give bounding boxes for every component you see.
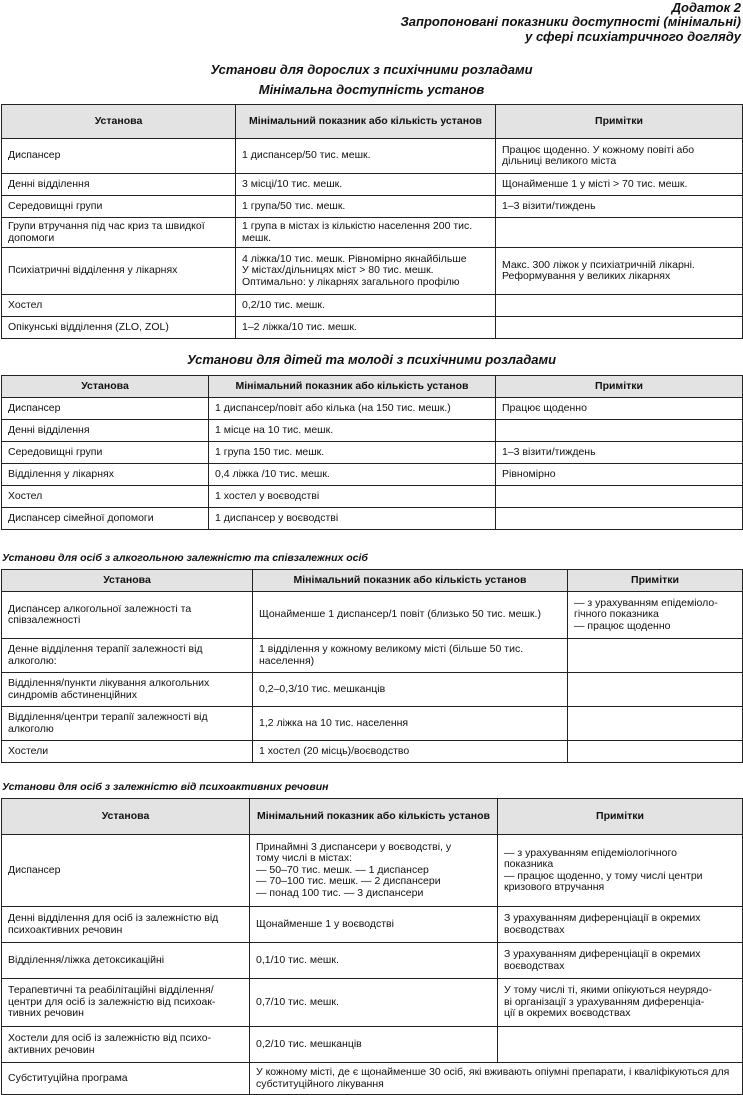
document-title: Запропоновані показники доступності (мінімальні)	[400, 14, 741, 29]
alcohol-section-title: Установи для осіб з алкогольною залежністю та співзалежних осіб	[2, 552, 368, 564]
adults-section-subtitle: Мінімальна доступність установ	[258, 82, 485, 97]
facility-cell: Відділення/центри терапії залежності від алкоголю	[2, 707, 253, 741]
indicator-cell: У кожному місті, де є щонайменше 30 осіб, які вживають опіумні препарати, і кваліфікуються для субституційного лікування	[250, 1063, 743, 1095]
table-header-row	[2, 799, 743, 835]
table-row	[2, 639, 743, 673]
notes-cell: 1–3 візити/тиждень	[496, 442, 743, 464]
notes-cell	[568, 707, 743, 741]
alcohol-table	[1, 569, 743, 763]
children-section-title: Установи для дітей та молоді з психічними розладами	[186, 352, 557, 367]
notes-cell: Щонайменше 1 у місті > 70 тис. мешк.	[496, 174, 743, 196]
indicator-cell: Щонайменше 1 у воєводстві	[250, 907, 498, 943]
indicator-cell: 0,1/10 тис. мешк.	[250, 943, 498, 979]
adults-section-title: Установи для дорослих з психічними розладами	[210, 62, 533, 77]
indicator-cell: 0,7/10 тис. мешк.	[250, 979, 498, 1027]
notes-cell: Макс. 300 ліжок у психіатричній лікарні. Реформування у великих лікарнях	[496, 248, 743, 295]
notes-cell	[496, 508, 743, 530]
facility-cell: Диспансер	[2, 398, 209, 420]
notes-cell	[496, 486, 743, 508]
table-row	[2, 295, 743, 317]
indicator-cell: 1 диспансер/50 тис. мешк.	[236, 139, 496, 174]
children-table	[1, 375, 743, 530]
indicator-cell: 1 диспансер/повіт або кілька (на 150 тис. мешк.)	[209, 398, 496, 420]
facility-cell: Психіатричні відділення у лікарнях	[2, 248, 236, 295]
table-row	[2, 442, 743, 464]
table-row	[2, 592, 743, 639]
facility-cell: Денне відділення терапії залежності від алкоголю:	[2, 639, 253, 673]
facility-cell: Опікунські відділення (ZLO, ZOL)	[2, 317, 236, 339]
notes-cell	[568, 673, 743, 707]
facility-cell: Диспансер	[2, 139, 236, 174]
appendix-number: Додаток 2	[671, 0, 741, 15]
indicator-cell: 1 хостел (20 місць)/воєводство	[253, 741, 568, 763]
col-header-facility: Установа	[2, 105, 236, 139]
notes-cell: З урахуванням диференціації в окремих воєводствах	[498, 943, 743, 979]
table-row	[2, 907, 743, 943]
facility-cell: Денні відділення	[2, 174, 236, 196]
col-header-indicator: Мінімальний показник або кількість установ	[209, 376, 496, 398]
notes-cell: У тому числі ті, якими опікуються неурядо- ві організації з урахуванням диференціа- ції в окремих воєводствах	[498, 979, 743, 1027]
facility-cell: Середовищні групи	[2, 196, 236, 218]
table-row	[2, 420, 743, 442]
notes-cell: — з урахуванням епідеміоло- гічного показника — працює щоденно	[568, 592, 743, 639]
col-header-notes: Примітки	[496, 376, 743, 398]
facility-cell: Диспансер сімейної допомоги	[2, 508, 209, 530]
notes-cell: — з урахуванням епідеміологічного показника — працює щоденно, у тому числі центри кризового втручання	[498, 835, 743, 907]
col-header-indicator: Мінімальний показник або кількість установ	[253, 570, 568, 592]
indicator-cell: Щонайменше 1 диспансер/1 повіт (близько 50 тис. мешк.)	[253, 592, 568, 639]
indicator-cell: 1 група в містах із кількістю населення 200 тис. мешк.	[236, 218, 496, 248]
facility-cell: Субституційна програма	[2, 1063, 250, 1095]
col-header-facility: Установа	[2, 376, 209, 398]
indicator-cell: Принаймні 3 диспансери у воєводстві, у тому числі в містах: — 50–70 тис. мешк. — 1 диспансер — 70–100 тис. мешк. — 2 диспансери — понад 100 тис. — 3 диспансери	[250, 835, 498, 907]
psychoactive-section-title: Установи для осіб з залежністю від психоактивних речовин	[2, 781, 329, 793]
table-row	[2, 673, 743, 707]
table-row	[2, 1027, 743, 1063]
facility-cell: Групи втручання під час криз та швидкої допомоги	[2, 218, 236, 248]
table-row	[2, 464, 743, 486]
indicator-cell: 3 місці/10 тис. мешк.	[236, 174, 496, 196]
table-row	[2, 174, 743, 196]
indicator-cell: 1 група/50 тис. мешк.	[236, 196, 496, 218]
notes-cell	[496, 317, 743, 339]
table-row	[2, 139, 743, 174]
facility-cell: Диспансер алкогольної залежності та співзалежності	[2, 592, 253, 639]
table-row	[2, 218, 743, 248]
facility-cell: Відділення/пункти лікування алкогольних синдромів абстиненційних	[2, 673, 253, 707]
document-subtitle: у сфері психіатричного догляду	[525, 29, 741, 44]
table-row	[2, 979, 743, 1027]
notes-cell: Рівномірно	[496, 464, 743, 486]
indicator-cell: 1 диспансер у воєводстві	[209, 508, 496, 530]
table-row	[2, 943, 743, 979]
notes-cell: 1–3 візити/тиждень	[496, 196, 743, 218]
facility-cell: Хостели для осіб із залежністю від психо- активних речовин	[2, 1027, 250, 1063]
table-row	[2, 398, 743, 420]
facility-cell: Денні відділення для осіб із залежністю від психоактивних речовин	[2, 907, 250, 943]
table-row	[2, 741, 743, 763]
facility-cell: Хостел	[2, 486, 209, 508]
notes-cell	[496, 218, 743, 248]
indicator-cell: 4 ліжка/10 тис. мешк. Рівномірно якнайбільше У містах/дільницях міст > 80 тис. мешк. Оптимально: у лікарнях загального профілю	[236, 248, 496, 295]
indicator-cell: 1 місце на 10 тис. мешк.	[209, 420, 496, 442]
facility-cell: Денні відділення	[2, 420, 209, 442]
notes-cell	[568, 741, 743, 763]
indicator-cell: 1–2 ліжка/10 тис. мешк.	[236, 317, 496, 339]
table-row	[2, 486, 743, 508]
indicator-cell: 0,4 ліжка /10 тис. мешк.	[209, 464, 496, 486]
notes-cell	[568, 639, 743, 673]
col-header-notes: Примітки	[498, 799, 743, 835]
indicator-cell: 0,2–0,3/10 тис. мешканців	[253, 673, 568, 707]
col-header-indicator: Мінімальний показник або кількість установ	[250, 799, 498, 835]
col-header-notes: Примітки	[496, 105, 743, 139]
indicator-cell: 1 група 150 тис. мешк.	[209, 442, 496, 464]
psychoactive-table	[1, 798, 743, 1095]
table-row	[2, 317, 743, 339]
col-header-indicator: Мінімальний показник або кількість установ	[236, 105, 496, 139]
notes-cell	[496, 295, 743, 317]
facility-cell: Середовищні групи	[2, 442, 209, 464]
notes-cell: Працює щоденно	[496, 398, 743, 420]
table-row	[2, 196, 743, 218]
facility-cell: Диспансер	[2, 835, 250, 907]
facility-cell: Відділення у лікарнях	[2, 464, 209, 486]
col-header-facility: Установа	[2, 799, 250, 835]
notes-cell	[496, 420, 743, 442]
notes-cell	[498, 1027, 743, 1063]
notes-cell: З урахуванням диференціації в окремих воєводствах	[498, 907, 743, 943]
facility-cell: Відділення/ліжка детоксикаційні	[2, 943, 250, 979]
facility-cell: Терапевтичні та реабілітаційні відділення/ центри для осіб із залежністю від психоак- тивних речовин	[2, 979, 250, 1027]
indicator-cell: 0,2/10 тис. мешк.	[236, 295, 496, 317]
indicator-cell: 1 відділення у кожному великому місті (більше 50 тис. населення)	[253, 639, 568, 673]
table-header-row	[2, 570, 743, 592]
col-header-notes: Примітки	[568, 570, 743, 592]
table-row	[2, 248, 743, 295]
table-header-row	[2, 105, 743, 139]
table-row	[2, 1063, 743, 1095]
facility-cell: Хостел	[2, 295, 236, 317]
facility-cell: Хостели	[2, 741, 253, 763]
table-row	[2, 508, 743, 530]
indicator-cell: 1,2 ліжка на 10 тис. населення	[253, 707, 568, 741]
adults-table	[1, 104, 743, 339]
notes-cell: Працює щоденно. У кожному повіті або дільниці великого міста	[496, 139, 743, 174]
table-row	[2, 835, 743, 907]
indicator-cell: 1 хостел у воєводстві	[209, 486, 496, 508]
indicator-cell: 0,2/10 тис. мешканців	[250, 1027, 498, 1063]
col-header-facility: Установа	[2, 570, 253, 592]
table-header-row	[2, 376, 743, 398]
table-row	[2, 707, 743, 741]
